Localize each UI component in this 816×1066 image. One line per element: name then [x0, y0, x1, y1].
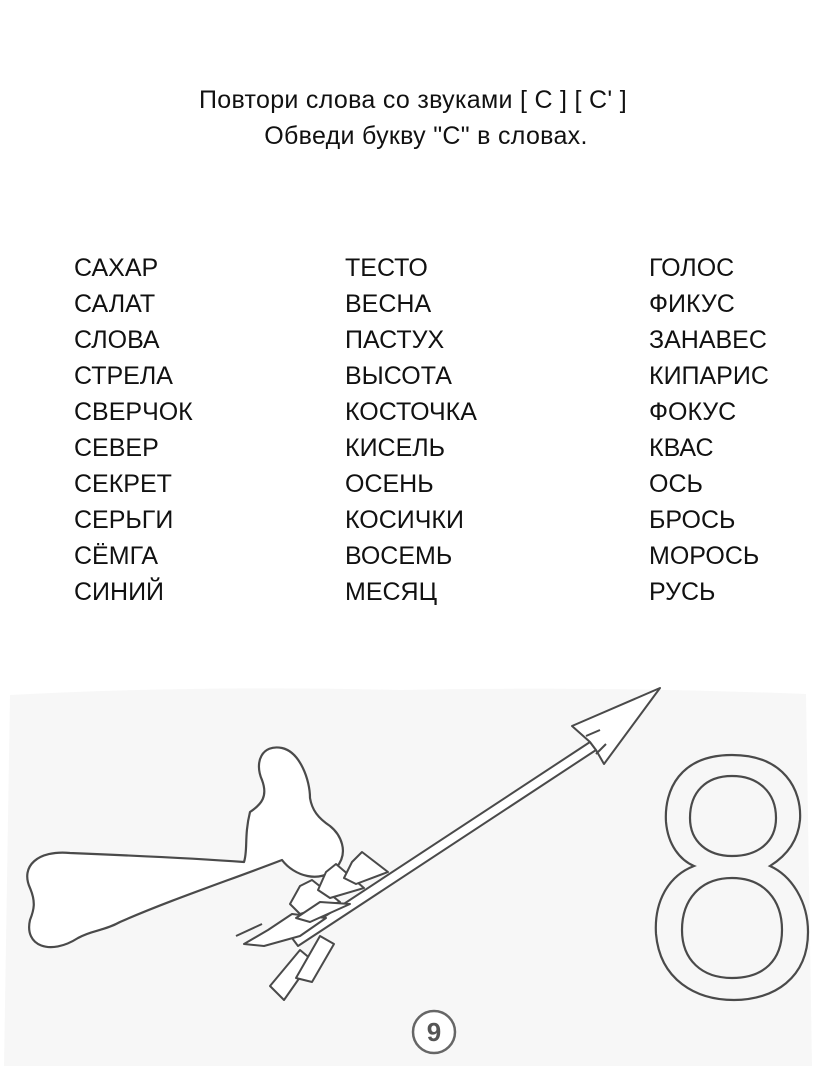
- word-item: СЁМГА: [74, 542, 159, 570]
- word-item: СИНИЙ: [74, 578, 165, 606]
- instruction-line-1: Повтори слова со звуками [ С ] [ С' ]: [199, 86, 627, 114]
- word-item: ГОЛОС: [649, 254, 735, 282]
- word-item: МЕСЯЦ: [345, 578, 438, 606]
- word-item: СТРЕЛА: [74, 362, 173, 390]
- word-item: РУСЬ: [649, 578, 716, 606]
- word-item: КОСТОЧКА: [345, 398, 477, 426]
- page-number: 9: [426, 1017, 442, 1047]
- word-item: СЛОВА: [74, 326, 160, 354]
- word-column-2: [345, 250, 477, 610]
- word-item: КИСЕЛЬ: [345, 434, 446, 462]
- word-item: ОСЕНЬ: [345, 470, 434, 498]
- word-item: ВОСЕМЬ: [345, 542, 453, 570]
- word-item: ВЕСНА: [345, 290, 432, 318]
- word-item: МОРОСЬ: [649, 542, 760, 570]
- word-column-3: [649, 250, 769, 610]
- instruction-line-2: Обведи букву "С" в словах.: [264, 122, 588, 150]
- word-item: КВАС: [649, 434, 714, 462]
- word-item: СЕВЕР: [74, 434, 159, 462]
- word-item: ФИКУС: [649, 290, 735, 318]
- word-item: ЗАНАВЕС: [649, 326, 767, 354]
- word-item: БРОСЬ: [649, 506, 736, 534]
- word-item: ТЕСТО: [345, 254, 428, 282]
- coloring-illustration: [0, 670, 816, 1066]
- word-item: ПАСТУХ: [345, 326, 445, 354]
- word-column-1: [74, 250, 193, 610]
- word-item: САЛАТ: [74, 290, 156, 318]
- word-item: ВЫСОТА: [345, 362, 452, 390]
- word-item: САХАР: [74, 254, 159, 282]
- word-item: СЕКРЕТ: [74, 470, 172, 498]
- word-item: СЕРЬГИ: [74, 506, 174, 534]
- word-item: КИПАРИС: [649, 362, 769, 390]
- word-item: ОСЬ: [649, 470, 703, 498]
- word-item: ФОКУС: [649, 398, 737, 426]
- word-item: КОСИЧКИ: [345, 506, 464, 534]
- word-item: СВЕРЧОК: [74, 398, 193, 426]
